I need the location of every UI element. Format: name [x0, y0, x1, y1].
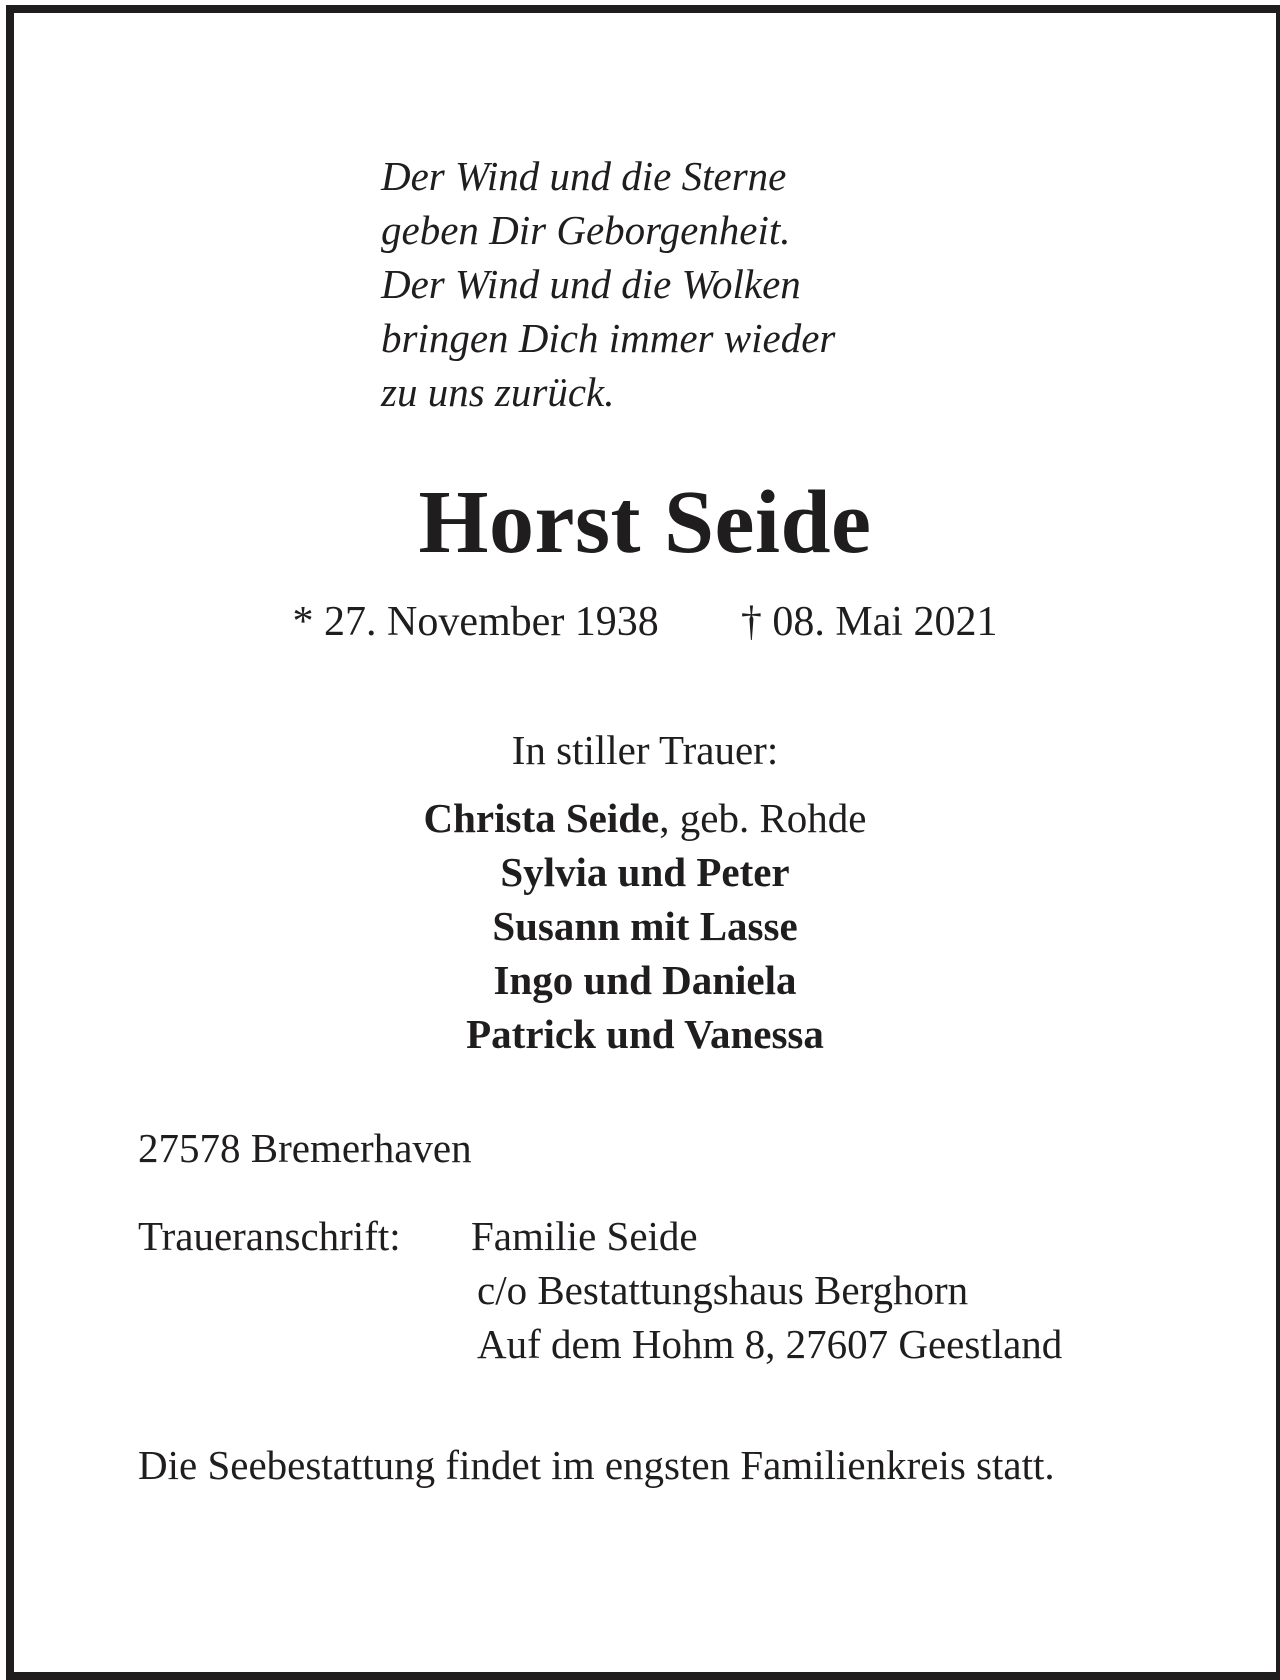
mourner-row: Ingo und Daniela	[493, 957, 797, 1003]
poem-line: zu uns zurück.	[381, 369, 615, 415]
obituary-frame	[6, 5, 1280, 1680]
poem-line: geben Dir Geborgenheit.	[381, 207, 791, 253]
mourning-intro: In stiller Trauer:	[511, 727, 779, 773]
mourner-row: Sylvia und Peter	[500, 849, 790, 895]
mourner-name: Christa Seide	[423, 795, 660, 841]
life-dates	[14, 595, 1276, 649]
address-lines	[471, 1209, 1062, 1371]
birth-date: * 27. November 1938	[292, 599, 659, 645]
memorial-poem	[381, 149, 835, 419]
burial-notice: Die Seebestattung findet im engsten Familienkreis statt.	[138, 1442, 1055, 1488]
address-line: Familie Seide	[471, 1213, 698, 1259]
address-label: Traueranschrift:	[138, 1213, 401, 1259]
death-date: † 08. Mai 2021	[740, 599, 998, 645]
mourner-row: Patrick und Vanessa	[466, 1011, 824, 1057]
mourner-maiden-name: , geb. Rohde	[659, 795, 867, 841]
address-line: Auf dem Hohm 8, 27607 Geestland	[477, 1321, 1063, 1367]
address-line: c/o Bestattungshaus Berghorn	[477, 1267, 969, 1313]
location-line: 27578 Bremerhaven	[138, 1125, 472, 1171]
mourner-row	[14, 791, 1276, 845]
poem-line: bringen Dich immer wieder	[381, 315, 836, 361]
deceased-name: Horst Seide	[418, 473, 872, 572]
poem-line: Der Wind und die Wolken	[381, 261, 801, 307]
mourners-list	[14, 791, 1276, 1061]
mourner-row: Susann mit Lasse	[492, 903, 798, 949]
poem-line: Der Wind und die Sterne	[381, 153, 787, 199]
